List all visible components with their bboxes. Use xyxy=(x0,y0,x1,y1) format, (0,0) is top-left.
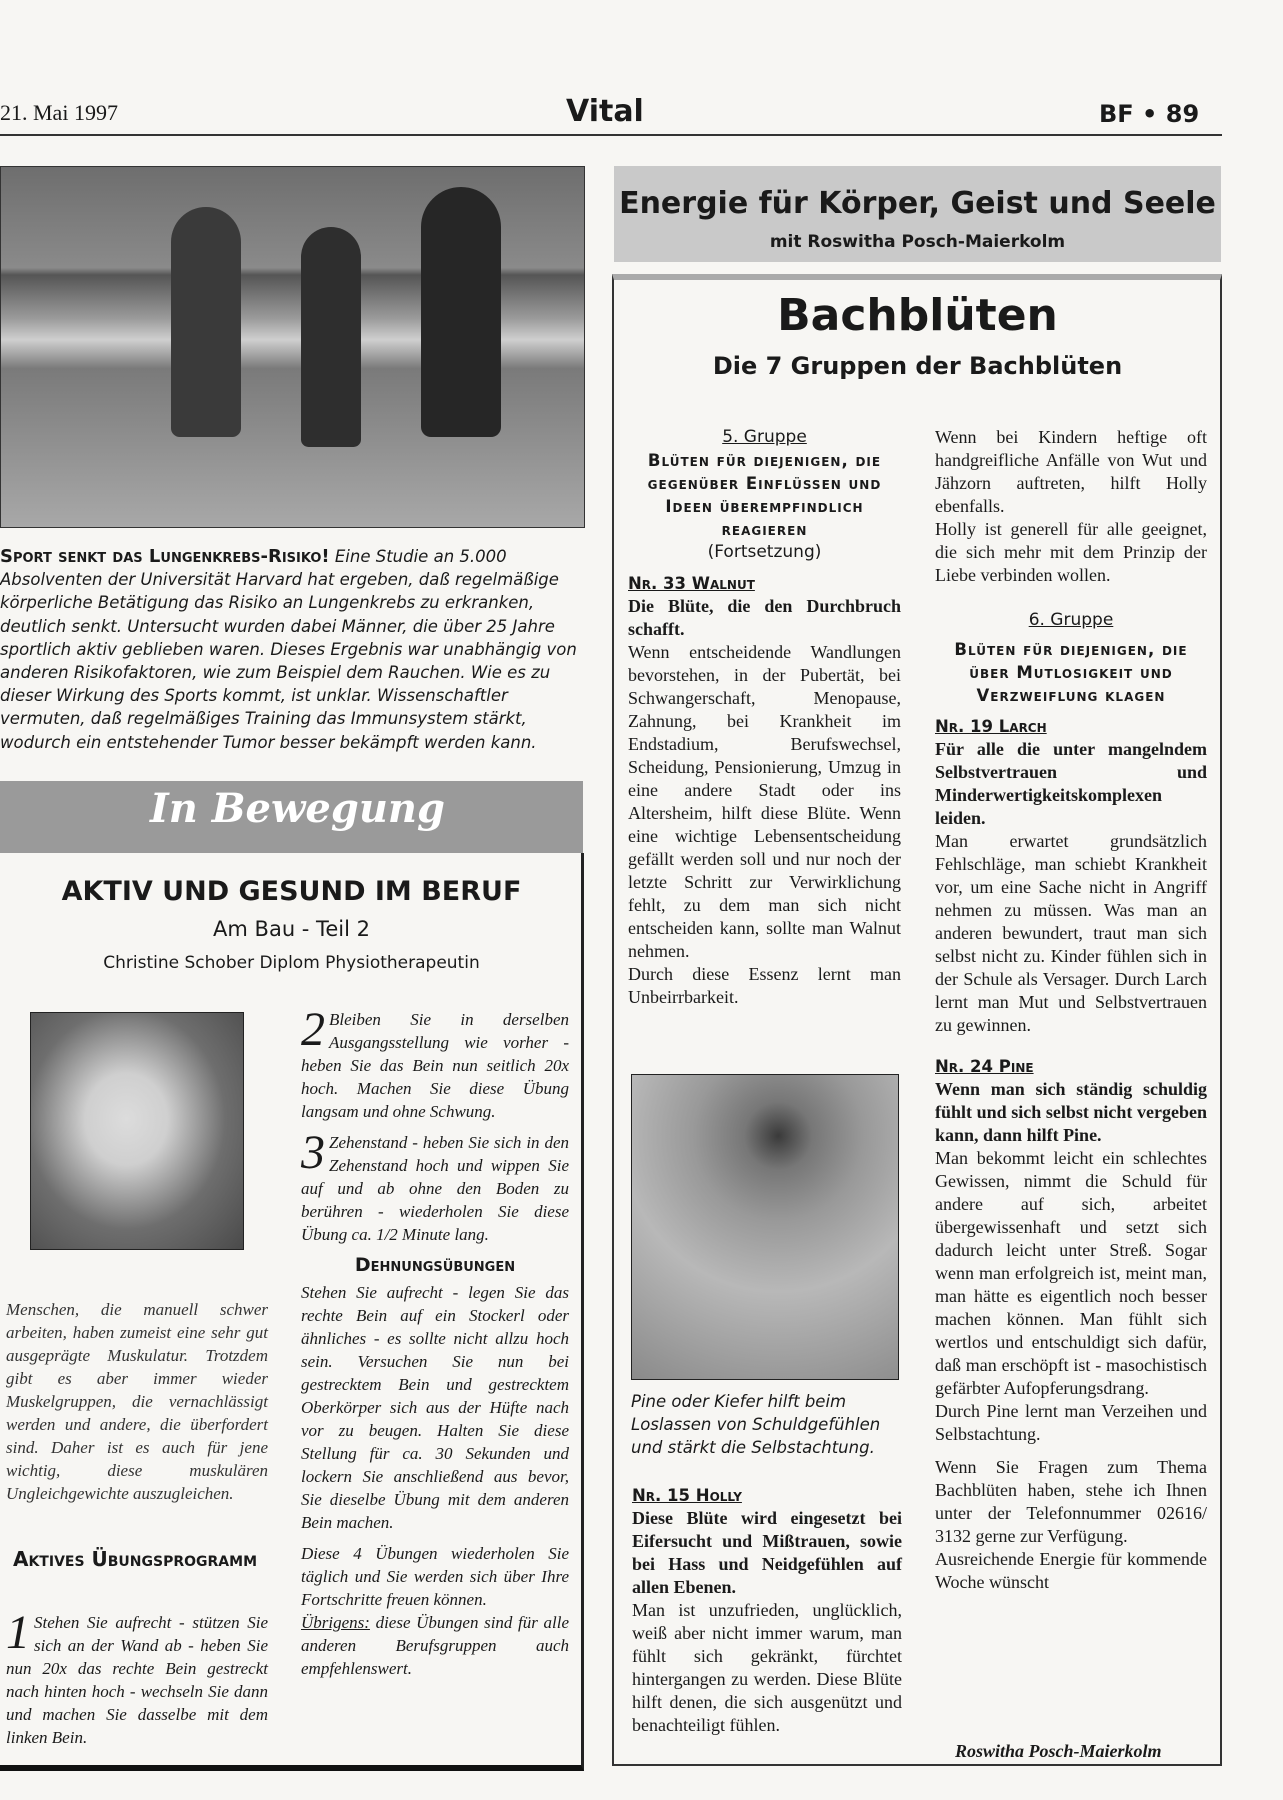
holly-continued-2: Holly ist generell für alle geeignet, die sich mehr mit dem Prinzip der Liebe verbinden wollen. xyxy=(935,519,1207,585)
bewegung-subtitle: Am Bau - Teil 2 xyxy=(213,917,370,941)
sport-text: Eine Studie an 5.000 Absolventen der Universität Harvard hat ergeben, daß regelmäßige körperliche Betätigung das Risiko an Lungenkrebs zu erkranken, deutlich senkt. Untersucht wurden dabei Männer, die über 25 Jahre sportlich aktiv geblieben waren. Dieses Ergebnis war unabhängig von anderen Risikofaktoren, wie zum Beispiel dem Rauchen. Wie es zu dieser Wirkung des Sports kommt, ist unklar. Wissenschaftler vermuten, daß regelmäßiges Training das Immunsystem stärkt, wodurch ein entstehender Tumor besser bekämpft werden kann. xyxy=(0,547,577,752)
holly-continued: Wenn bei Kindern heftige oft handgreifliche Anfälle von Wut und Jähzorn auftreten, hilft Holly ebenfalls. xyxy=(935,427,1207,516)
bewegung-banner-title: In Bewegung xyxy=(150,785,445,832)
step-1-text: Stehen Sie aufrecht - stützen Sie sich an der Wand ab - heben Sie nun 20x das rechte Bein gestreckt nach hinten hoch - wechseln Sie dann und machen Sie dasselbe mit dem linken Bein. xyxy=(6,1613,268,1747)
group-6-label: 6. Gruppe xyxy=(1028,610,1114,630)
header-rule xyxy=(0,134,1222,136)
remedy-larch-text: Man erwartet grundsätzlich Fehlschläge, man schiebt Krankheit vor, um eine Sache nicht in Angriff nehmen zu müssen. Was man an anderen bewundert, traut man sich selbst nicht zu. Kinder fühlen sich in der Schule als Versager. Durch Larch lernt man Mut und Selbstvertrauen zu gewinnen. xyxy=(935,831,1207,1035)
issue-date: 21. Mai 1997 xyxy=(0,100,118,125)
energie-title: Energie für Körper, Geist und Seele xyxy=(619,186,1216,221)
remedy-walnut-text-2: Durch diese Essenz lernt man Unbeirrbarkeit. xyxy=(628,964,901,1007)
stretch-heading: Dehnungsübungen xyxy=(354,1254,516,1276)
step-1-number: 1 xyxy=(6,1606,30,1659)
program-heading: Aktives Übungsprogramm xyxy=(12,1547,257,1571)
remedy-walnut-title: Nr. 33 Walnut xyxy=(628,574,755,593)
bachblueten-column-1-bottom xyxy=(632,1484,902,1737)
ubrigens-label: Übrigens: xyxy=(301,1613,370,1632)
group-5-heading: Blüten für diejenigen, die gegenüber Einflüssen und Ideen überempfindlich reagieren xyxy=(647,451,882,539)
remedy-walnut-text: Wenn entscheidende Wandlungen bevorstehen, in der Pubertät, bei Schwangerschaft, Menopause, Zahnung, bei Krankheit im Endstadium, Berufswechsel, Scheidung, Pensionierung, Umzug in eine andere Stadt oder ins Altersheim, hilft diese Blüte. Wenn eine wichtige Lebensentscheidung gefällt werden soll und nur noch der letzte Schritt zur Verwirklichung fehlt, zu dem man sich nicht entscheiden kann, sollte man Walnut nehmen. xyxy=(628,642,901,961)
step-2-number: 2 xyxy=(301,1003,325,1056)
bachblueten-title: Bachblüten xyxy=(777,290,1058,341)
bachblueten-column-2 xyxy=(935,426,1207,1594)
remedy-pine-title: Nr. 24 Pine xyxy=(935,1057,1034,1076)
remedy-larch-lead: Für alle die unter mangelndem Selbstvertrauen und Minderwertigkeitskomplexen leiden. xyxy=(935,739,1207,828)
remedy-pine-text: Man bekommt leicht ein schlechtes Gewissen, nimmt die Schuld für andere auf sich, arbeitet übergewissenhaft und setzt sich dadurch leicht unter Streß. Sogar wenn man erfolgreich ist, meint man, man hätte es eigentlich noch besser machen können. Man fühlt sich wertlos und entschuldigt sich dafür, daß man erschöpft ist - masochistisch gefärbter Aufopferungsdrang. xyxy=(935,1148,1207,1398)
group-5-continued: (Fortsetzung) xyxy=(707,542,822,562)
repeat-text: Diese 4 Übungen wiederholen Sie täglich und Sie werden sich über Ihre Fortschritte freuen können. xyxy=(301,1544,569,1609)
exercise-step-2 xyxy=(301,1003,569,1123)
remedy-holly-title: Nr. 15 Holly xyxy=(632,1486,742,1505)
bewegung-author: Christine Schober Diplom Physiotherapeutin xyxy=(103,953,480,973)
ubrigens-paragraph xyxy=(301,1611,569,1680)
page-number: BF • 89 xyxy=(1099,100,1200,128)
step-3-number: 3 xyxy=(301,1126,325,1179)
pine-photo xyxy=(631,1074,899,1380)
author-portrait xyxy=(30,1012,244,1250)
bewegung-headline: AKTIV UND GESUND IM BERUF xyxy=(61,876,522,907)
step-3-text: Zehenstand - heben Sie sich in den Zehenstand hoch und wippen Sie auf und ab ohne den Boden zu berühren - wiederholen Sie diese Übung ca. 1/2 Minute lang. xyxy=(301,1133,569,1244)
group-6-heading: Blüten für diejenigen, die über Mutlosigkeit und Verzweiflung klagen xyxy=(954,640,1188,705)
closing-text-2: Ausreichende Energie für kommende Woche wünscht xyxy=(935,1549,1207,1592)
remedy-holly-lead: Diese Blüte wird eingesetzt bei Eifersucht und Mißtrauen, sowie bei Hass und Neidgefühlen auf allen Ebenen. xyxy=(632,1508,902,1597)
bachblueten-column-1 xyxy=(628,426,901,1009)
section-title: Vital xyxy=(566,94,644,129)
bachblueten-subtitle: Die 7 Gruppen der Bachblüten xyxy=(712,352,1123,380)
energie-subtitle: mit Roswitha Posch-Maierkolm xyxy=(769,232,1066,252)
step-2-text: Bleiben Sie in derselben Ausgangsstellung wie vorher - heben Sie das Bein nun seitlich 20x hoch. Machen Sie diese Übung langsam und ohne Schwung. xyxy=(301,1010,569,1121)
exercise-step-1 xyxy=(6,1606,268,1749)
exercise-step-3 xyxy=(301,1126,569,1246)
remedy-walnut-lead: Die Blüte, die den Durchbruch schafft. xyxy=(628,596,901,639)
bewegung-intro: Menschen, die manuell schwer arbeiten, haben zumeist eine sehr gut ausgeprägte Muskulatur. Trotzdem gibt es aber immer wieder Muskelgruppen, die vernachlässigt werden und andere, die überfordert sind. Daher ist es auch für jene wichtig, diese muskulären Ungleichgewichte auszugleichen. xyxy=(6,1300,268,1503)
remedy-larch-title: Nr. 19 Larch xyxy=(935,717,1047,736)
runners-photo xyxy=(0,166,585,528)
ubrigens-text: diese Übungen sind für alle anderen Berufsgruppen auch empfehlenswert. xyxy=(301,1613,569,1678)
closing-text: Wenn Sie Fragen zum Thema Bachblüten haben, stehe ich Ihnen unter der Telefonnummer 02616/ 3132 gerne zur Verfügung. xyxy=(935,1457,1207,1546)
group-5-label: 5. Gruppe xyxy=(722,427,807,447)
sport-headline: Sport senkt das Lungenkrebs-Risiko! xyxy=(0,546,330,567)
remedy-pine-lead: Wenn man sich ständig schuldig fühlt und sich selbst nicht vergeben kann, dann hilft Pine. xyxy=(935,1079,1207,1145)
sport-article xyxy=(0,545,586,754)
bewegung-right-column xyxy=(301,1003,569,1688)
stretch-text: Stehen Sie aufrecht - legen Sie das rechte Bein auf ein Stockerl oder ähnliches - es sollte nicht allzu hoch sein. Versuchen Sie nun bei gestrecktem Bein und gestrecktem Oberkörper sich aus der Hüfte nach vor zu beugen. Halten Sie diese Stellung für ca. 30 Sekunden und lockern Sie anschließend aus bevor, Sie dieselbe Übung mit dem anderen Bein machen. xyxy=(301,1283,569,1532)
remedy-pine-text-2: Durch Pine lernt man Verzeihen und Selbstachtung. xyxy=(935,1401,1207,1444)
pine-caption: Pine oder Kiefer hilft beim Loslassen von Schuldgefühlen und stärkt die Selbstachtung. xyxy=(631,1392,881,1457)
author-signature: Roswitha Posch-Maierkolm xyxy=(955,1741,1162,1761)
remedy-holly-text: Man ist unzufrieden, unglücklich, weiß aber nicht immer warum, man fühlt sich gekränkt, fürchtet hintergangen zu werden. Diese Blüte hilft denen, die sich ausgenützt und benachteiligt fühlen. xyxy=(632,1600,902,1735)
